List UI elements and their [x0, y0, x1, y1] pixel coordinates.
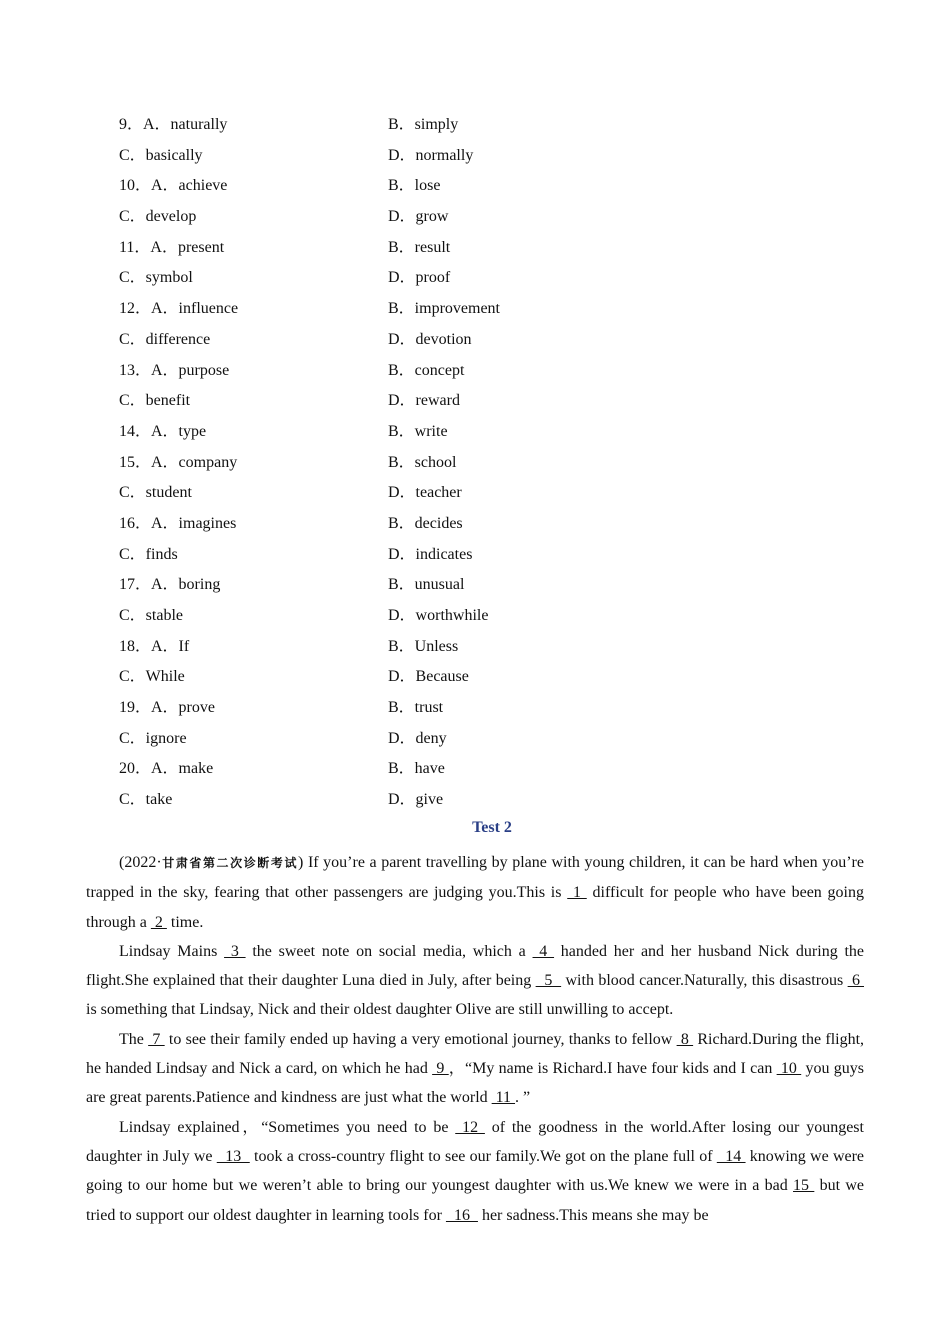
- blank-10: 10: [776, 1060, 802, 1078]
- text: time.: [166, 913, 204, 931]
- option-right: D．reward: [388, 392, 460, 410]
- blank-14: 14: [716, 1147, 746, 1165]
- text: ) If you’re a parent travelling by plane with young children, it can be hard when you’re trapped in the sky, fearing that other passengers are judging you.This is: [86, 854, 864, 902]
- option-right: D．Because: [388, 668, 469, 686]
- blank-15: 15: [793, 1177, 815, 1195]
- option-left: C．basically: [119, 146, 203, 164]
- option-right: B．concept: [388, 361, 465, 379]
- option-row: [0, 789, 950, 820]
- option-row: [0, 421, 950, 452]
- blank-12: 12: [455, 1118, 485, 1136]
- blank-7: 7: [148, 1030, 165, 1048]
- option-row: [0, 114, 950, 145]
- blank-6: 6: [847, 972, 864, 990]
- paragraph-1: [86, 848, 864, 937]
- option-right: B．have: [388, 760, 445, 778]
- option-row: [0, 544, 950, 575]
- text: of the goodness in the world.After losing our youngest daughter in July we: [86, 1118, 864, 1165]
- option-row: [0, 574, 950, 605]
- option-row: [0, 267, 950, 298]
- text: The: [119, 1030, 149, 1048]
- blank-4: 4: [532, 942, 555, 960]
- option-right: B．write: [388, 422, 448, 440]
- source-label: 甘肃省第二次诊断考试: [161, 856, 299, 870]
- option-right: B．improvement: [388, 300, 500, 318]
- text: but we tried to support our oldest daughter in learning tools for: [86, 1177, 865, 1224]
- answer-options-list: [0, 114, 950, 820]
- blank-13: 13: [216, 1147, 250, 1165]
- blank-8: 8: [676, 1030, 694, 1048]
- blank-5: 5: [535, 972, 562, 990]
- option-row: [0, 237, 950, 268]
- option-row: [0, 605, 950, 636]
- option-row: [0, 360, 950, 391]
- option-left: 9．A．naturally: [119, 116, 228, 133]
- option-row: [0, 206, 950, 237]
- option-left: 10．A．achieve: [119, 177, 228, 195]
- text: her sadness.This means she may be: [477, 1206, 709, 1224]
- option-left: 17．A．boring: [119, 576, 221, 594]
- option-left: 16．A．imagines: [119, 514, 237, 532]
- option-right: B．simply: [388, 116, 459, 133]
- option-right: D．devotion: [388, 330, 472, 348]
- blank-9: 9: [432, 1060, 449, 1078]
- test-title: Test 2: [472, 819, 512, 836]
- paragraph-3: [86, 1025, 864, 1113]
- option-left: 11．A．present: [119, 238, 225, 256]
- text: to see their family ended up having a very emotional journey, thanks to fellow: [164, 1030, 677, 1048]
- option-row: [0, 697, 950, 728]
- option-left: 12．A．influence: [119, 300, 239, 318]
- text: you guys are great parents.Patience and kindness are just what the world: [86, 1060, 864, 1107]
- option-right: D．indicates: [388, 545, 473, 563]
- option-row: [0, 329, 950, 360]
- option-left: C．stable: [119, 607, 183, 624]
- option-left: C．develop: [119, 208, 197, 226]
- option-right: B．school: [388, 453, 457, 471]
- option-left: 13．A．purpose: [119, 361, 230, 379]
- text: with blood cancer.Naturally, this disastrous: [561, 972, 848, 990]
- option-right: D．teacher: [388, 484, 462, 502]
- option-row: [0, 666, 950, 697]
- text: difficult for people who have been going through a: [86, 884, 864, 931]
- option-left: 14．A．type: [119, 422, 207, 440]
- option-row: [0, 298, 950, 329]
- blank-16: 16: [445, 1206, 478, 1224]
- option-right: D．proof: [388, 269, 451, 287]
- blank-11: 11: [491, 1089, 516, 1107]
- text: handed her and her husband Nick during the flight.She explained that their daughter Luna died in July, after being: [86, 942, 865, 990]
- option-right: D．normally: [388, 146, 474, 164]
- option-left: 20．A．make: [119, 760, 214, 778]
- option-row: [0, 728, 950, 759]
- option-left: 18．A．If: [119, 637, 190, 655]
- text: took a cross-country flight to see our family.We got on the plane full of: [249, 1147, 717, 1165]
- option-right: B．lose: [388, 177, 441, 195]
- option-row: [0, 513, 950, 544]
- paragraph-2: [86, 937, 864, 1025]
- passage: [86, 848, 864, 1230]
- source-open: (2022·: [119, 854, 162, 871]
- option-row: [0, 390, 950, 421]
- text: Lindsay Mains: [119, 942, 225, 960]
- option-left: C．symbol: [119, 269, 193, 287]
- option-right: D．worthwhile: [388, 607, 489, 624]
- option-right: D．grow: [388, 208, 449, 226]
- option-right: B．result: [388, 238, 451, 256]
- option-row: [0, 452, 950, 483]
- option-row: [0, 145, 950, 176]
- option-left: C．ignore: [119, 729, 187, 747]
- option-right: B．unusual: [388, 576, 465, 594]
- text: Richard.During the flight, he handed Lindsay and Nick a card, on which he had: [86, 1030, 865, 1078]
- option-left: 15．A．company: [119, 453, 238, 471]
- paragraph-4: [86, 1113, 864, 1230]
- option-left: C．difference: [119, 330, 211, 348]
- option-left: C．student: [119, 484, 192, 502]
- option-left: C．finds: [119, 545, 178, 563]
- option-row: [0, 482, 950, 513]
- option-left: 19．A．prove: [119, 699, 215, 717]
- option-left: C．benefit: [119, 392, 191, 410]
- option-right: D．deny: [388, 729, 447, 747]
- option-left: C．take: [119, 791, 173, 809]
- text: Lindsay explained，“Sometimes you need to be: [119, 1118, 456, 1136]
- text: is something that Lindsay, Nick and their oldest daughter Olive are still unwilling to accept.: [86, 1001, 674, 1019]
- option-right: B．decides: [388, 514, 463, 532]
- option-left: C．While: [119, 668, 185, 686]
- blank-3: 3: [224, 942, 246, 960]
- text: ，“My name is Richard.I have four kids and I can: [448, 1060, 777, 1078]
- text: knowing we were going to our home but we weren’t able to bring our youngest daughter with us.We knew we were in a bad: [86, 1147, 865, 1195]
- option-row: [0, 636, 950, 667]
- text: the sweet note on social media, which a: [245, 942, 533, 960]
- option-right: B．trust: [388, 699, 444, 717]
- blank-2: 2: [150, 913, 167, 931]
- blank-1: 1: [567, 884, 587, 902]
- option-row: [0, 758, 950, 789]
- option-right: B．Unless: [388, 637, 459, 655]
- text: . ”: [515, 1089, 531, 1107]
- option-row: [0, 175, 950, 206]
- option-right: D．give: [388, 791, 444, 809]
